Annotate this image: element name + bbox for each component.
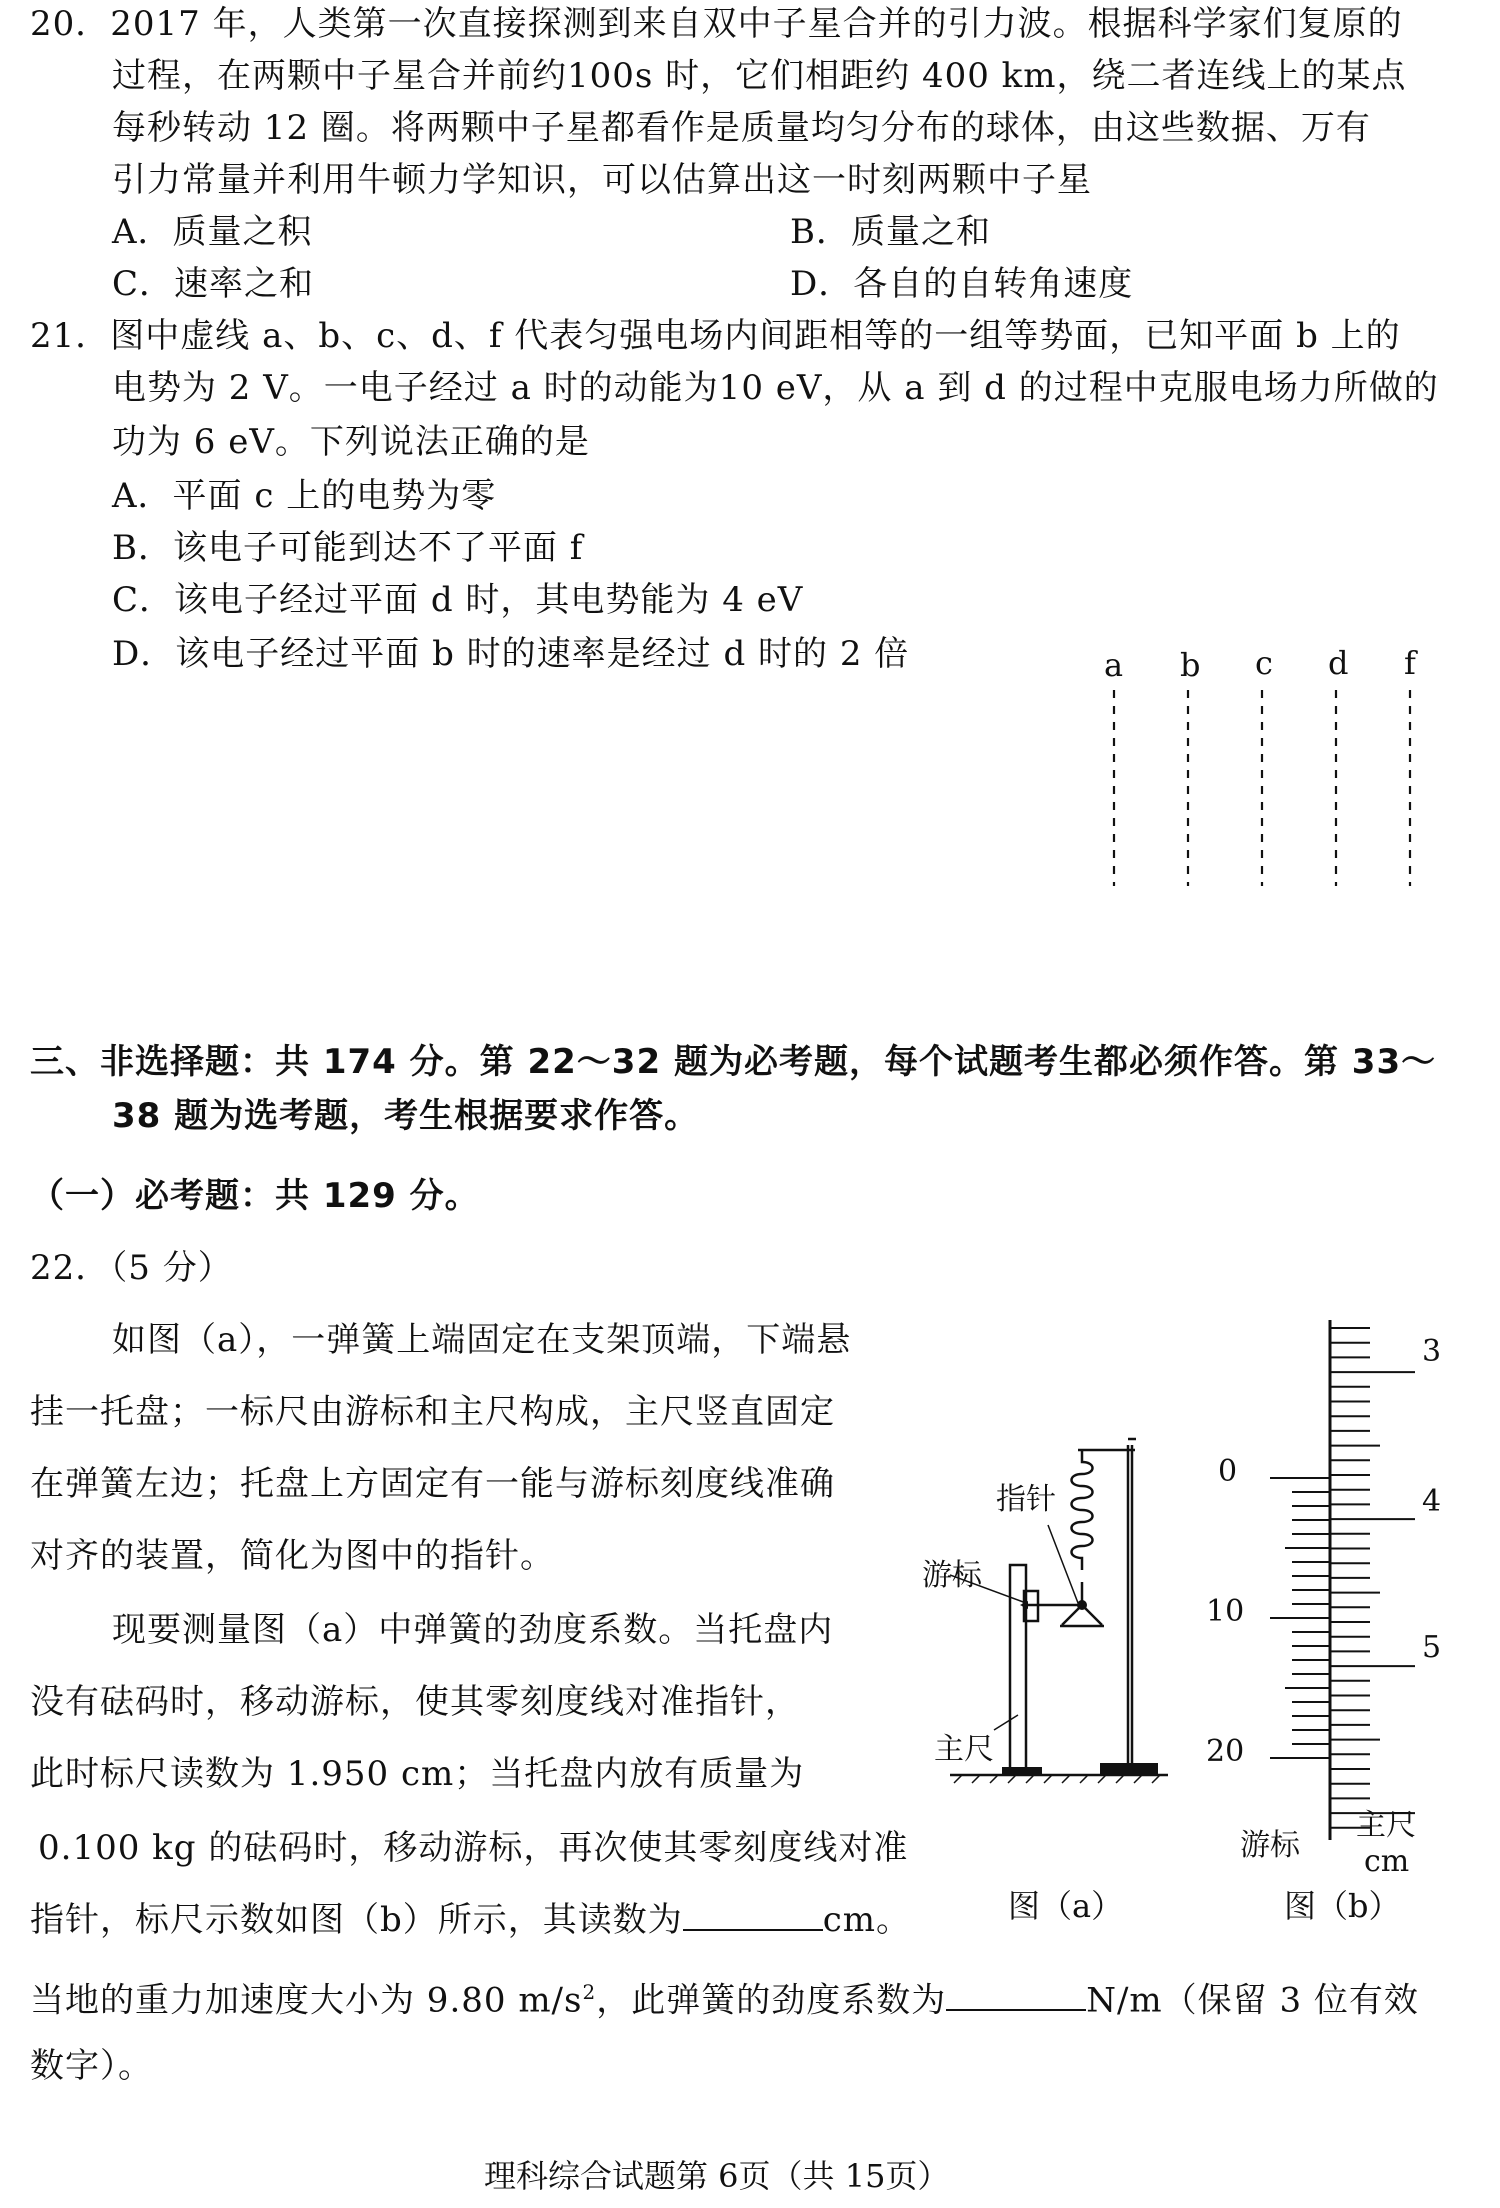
plane-label-a: a: [1104, 646, 1124, 684]
q21-option-c: C．该电子经过平面 d 时，其电势能为 4 eV: [112, 580, 804, 620]
q21-option-d: D．该电子经过平面 b 时的速率是经过 d 时的 2 倍: [112, 634, 910, 674]
label-pointer: 指针: [996, 1482, 1056, 1517]
label-vernier-b: 游标: [1240, 1828, 1300, 1863]
section3-subheading: （一）必考题：共 129 分。: [30, 1176, 480, 1216]
page-footer: 理科综合试题第 6页（共 15页）: [484, 2157, 950, 2195]
answer-blank-stiffness[interactable]: [946, 1979, 1086, 2011]
plane-label-c: c: [1255, 644, 1273, 682]
q22-p11: 数字）。: [30, 2046, 153, 2086]
q20-line2: 过程，在两颗中子星合并前约100s 时，它们相距约 400 km，绕二者连线上的某点: [112, 56, 1407, 96]
answer-blank-reading[interactable]: [683, 1899, 823, 1931]
plane-label-f: f: [1404, 644, 1416, 682]
q22-p6: 没有砝码时，移动游标，使其零刻度线对准指针，: [30, 1682, 800, 1722]
q22-p4: 对齐的装置，简化为图中的指针。: [30, 1536, 555, 1576]
q22-p9-text: 指针，标尺示数如图（b）所示，其读数为: [30, 1900, 683, 1940]
q20-option-d: D．各自的自转角速度: [790, 264, 1134, 304]
q22-p9-unit: cm。: [822, 1900, 912, 1940]
label-unit-cm: cm: [1364, 1844, 1410, 1879]
q20-line4: 引力常量并利用牛顿力学知识，可以估算出这一时刻两颗中子星: [112, 160, 1092, 200]
q22-p10-text-a: 当地的重力加速度大小为 9.80 m/s: [30, 1980, 583, 2021]
q20-option-b: B．质量之和: [790, 212, 991, 252]
q21-line2: 电势为 2 V。一电子经过 a 时的动能为10 eV，从 a 到 d 的过程中克服电场力所做的: [112, 368, 1439, 408]
plane-label-b: b: [1180, 646, 1201, 684]
section3-heading-line2: 38 题为选考题，考生根据要求作答。: [112, 1096, 700, 1136]
label-vernier-a: 游标: [922, 1558, 982, 1593]
q21-line3: 功为 6 eV。下列说法正确的是: [112, 422, 590, 462]
q22-p10-text-b: ，此弹簧的劲度系数为: [596, 1980, 947, 2021]
q22-p9: [30, 1898, 911, 1942]
q22-p7: 此时标尺读数为 1.950 cm；当托盘内放有质量为: [30, 1754, 805, 1794]
q22-head: 22．（5 分）: [30, 1248, 233, 1288]
q22-p2: 挂一托盘；一标尺由游标和主尺构成，主尺竖直固定: [30, 1392, 835, 1432]
label-main-ruler-a: 主尺: [934, 1732, 994, 1767]
q22-p10-text-c: N/m（保留 3 位有效: [1086, 1980, 1419, 2021]
q22-p10: [30, 1970, 1419, 2022]
q22-p8: 0.100 kg 的砝码时，移动游标，再次使其零刻度线对准: [38, 1828, 909, 1868]
caption-figure-b: 图（b）: [1284, 1887, 1401, 1925]
q20-option-c: C．速率之和: [112, 264, 315, 304]
vernier-label-0: 0: [1218, 1454, 1238, 1489]
q20-line1: 20．2017 年，人类第一次直接探测到来自双中子星合并的引力波。根据科学家们复原的: [30, 4, 1403, 44]
vernier-label-20: 20: [1206, 1734, 1245, 1769]
dashed-planes: [1090, 690, 1430, 890]
q22-p3: 在弹簧左边；托盘上方固定有一能与游标刻度线准确: [30, 1464, 835, 1504]
main-scale-label-4: 4: [1422, 1484, 1442, 1519]
q22-p5: 现要测量图（a）中弹簧的劲度系数。当托盘内: [112, 1610, 834, 1650]
q21-line1: 21．图中虚线 a、b、c、d、f 代表匀强电场内间距相等的一组等势面，已知平面 b 上的: [30, 316, 1401, 356]
q22-p10-sup: 2: [582, 1980, 597, 2004]
main-scale-label-5: 5: [1422, 1630, 1442, 1665]
main-scale-label-3: 3: [1422, 1334, 1442, 1369]
section3-heading-line1: 三、非选择题：共 174 分。第 22～32 题为必考题，每个试题考生都必须作答。第 33～: [30, 1042, 1437, 1082]
q22-p1: 如图（a），一弹簧上端固定在支架顶端，下端悬: [112, 1320, 852, 1360]
q21-option-a: A．平面 c 上的电势为零: [112, 476, 497, 516]
vernier-label-10: 10: [1206, 1594, 1245, 1629]
q21-option-b: B．该电子可能到达不了平面 f: [112, 528, 584, 568]
vernier-scale-drawing: [1230, 1310, 1430, 1850]
q20-line3: 每秒转动 12 圈。将两颗中子星都看作是质量均匀分布的球体，由这些数据、万有: [112, 108, 1371, 148]
caption-figure-a: 图（a）: [1008, 1887, 1124, 1925]
label-main-ruler-b: 主尺: [1356, 1808, 1416, 1843]
plane-label-d: d: [1328, 644, 1349, 682]
q20-option-a: A．质量之积: [112, 212, 313, 252]
